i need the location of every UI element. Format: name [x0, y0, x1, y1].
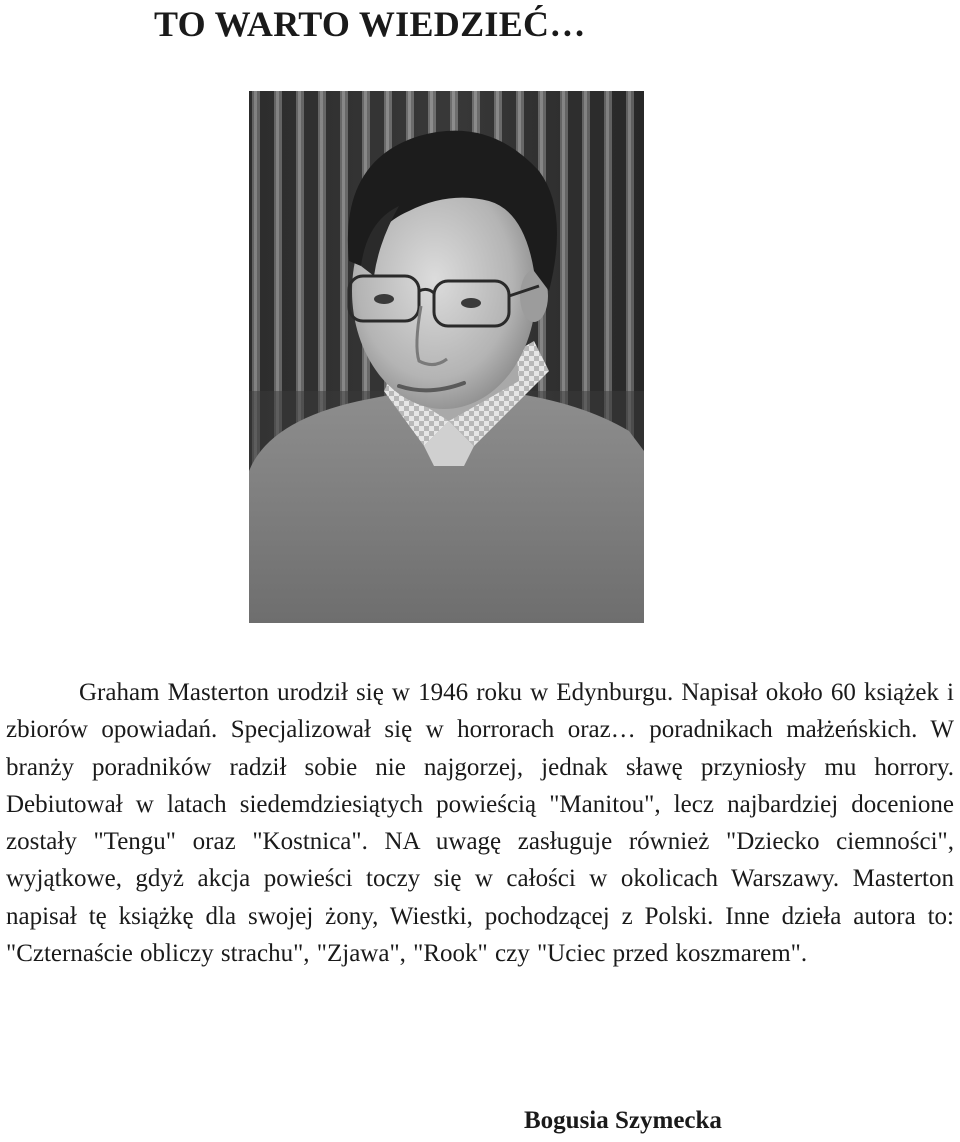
- author-portrait-photo: [249, 91, 644, 623]
- page-title: TO WARTO WIEDZIEĆ…: [154, 4, 586, 44]
- author-signature: Bogusia Szymecka: [524, 1107, 722, 1134]
- portrait-illustration: [249, 91, 644, 623]
- article-body: Graham Masterton urodził się w 1946 roku w Edynburgu. Napisał około 60 książek i zbiorów opowiadań. Specjalizował się w horrorach oraz… poradnikach małżeńskich. W branży poradników radził sobie nie najgorzej, jednak sławę przyniosły mu horrory. Debiutował w latach siedemdziesiątych powieścią "Manitou", lecz najbardziej docenione zostały "Tengu" oraz "Kostnica". NA uwagę zasługuje również "Dziecko ciemności", wyjątkowe, gdyż akcja powieści toczy się w całości w okolicach Warszawy. Masterton napisał tę książkę dla swojej żony, Wiestki, pochodzącej z Polski. Inne dzieła autora to: "Czternaście obliczy strachu", "Zjawa", "Rook" czy "Uciec przed koszmarem".: [6, 679, 954, 968]
